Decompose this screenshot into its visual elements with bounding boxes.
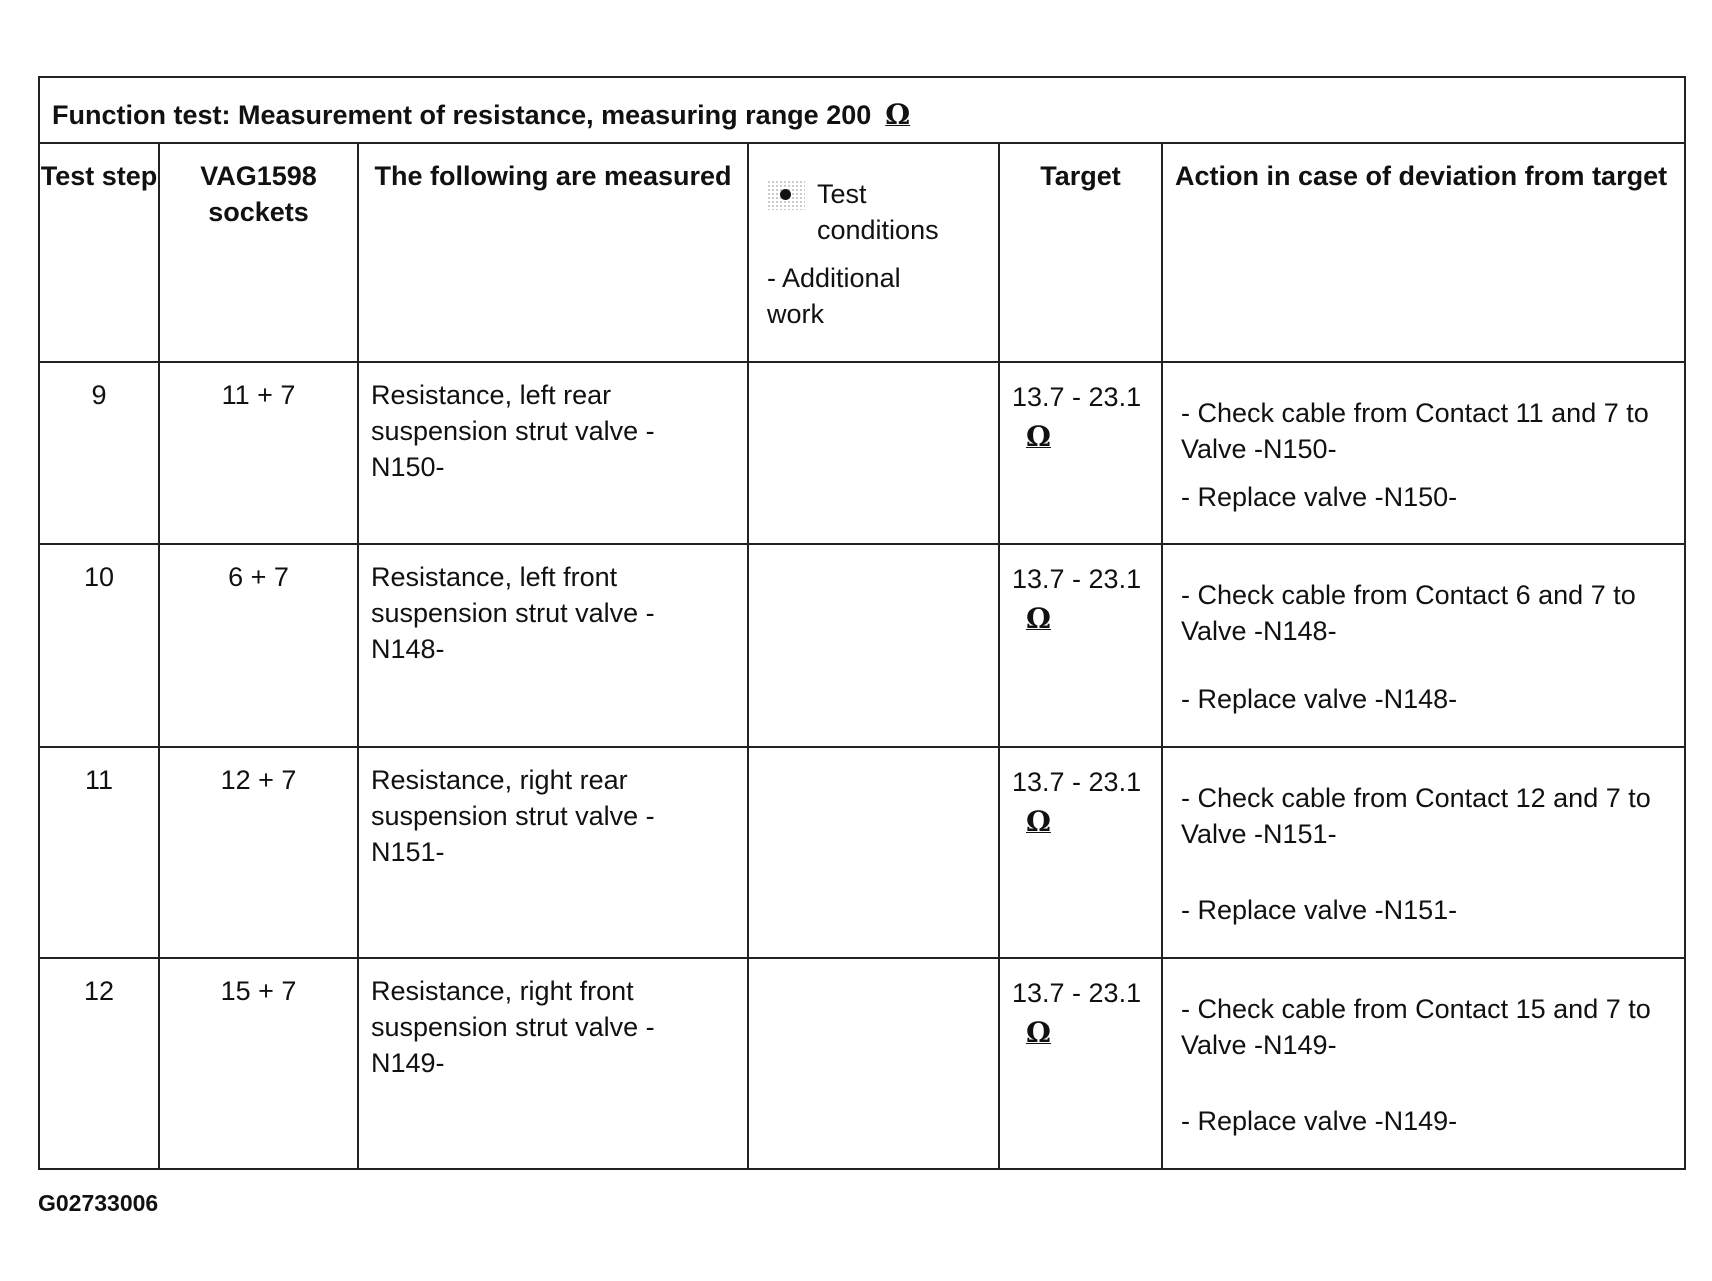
- cell-action: [1162, 362, 1685, 544]
- table-row: [39, 544, 1685, 747]
- cell-target: [999, 958, 1162, 1169]
- cell-action: [1162, 958, 1685, 1169]
- measured-text: Resistance, right front suspension strut valve - N149-: [371, 976, 655, 1078]
- cell-sockets: 11 + 7: [159, 362, 358, 544]
- cell-conditions: [748, 544, 999, 747]
- header-conditions-cell: [748, 143, 999, 362]
- cell-conditions: [748, 362, 999, 544]
- function-test-table: [38, 76, 1686, 1170]
- table-row: [39, 958, 1685, 1169]
- action-replace: - Replace valve -N151-: [1181, 895, 1458, 925]
- cell-step: 12: [39, 958, 159, 1169]
- header-additional-work: - Additional work: [767, 263, 901, 329]
- bullet-icon: [767, 180, 805, 210]
- target-value: 13.7 - 23.1: [1012, 767, 1142, 797]
- action-check: - Check cable from Contact 12 and 7 to Valve -N151-: [1181, 783, 1651, 849]
- action-check: - Check cable from Contact 6 and 7 to Valve -N148-: [1181, 580, 1636, 646]
- cell-step: 11: [39, 747, 159, 958]
- cell-conditions: [748, 747, 999, 958]
- measured-text: Resistance, left front suspension strut valve - N148-: [371, 562, 655, 664]
- cell-sockets: 12 + 7: [159, 747, 358, 958]
- action-replace: - Replace valve -N150-: [1181, 482, 1458, 512]
- table-row: [39, 362, 1685, 544]
- target-value: 13.7 - 23.1: [1012, 978, 1142, 1008]
- figure-id: G02733006: [38, 1190, 159, 1216]
- cell-conditions: [748, 958, 999, 1169]
- cell-measured: [358, 362, 748, 544]
- measured-text: Resistance, left rear suspension strut valve - N150-: [371, 380, 655, 482]
- table-title: [39, 77, 1685, 143]
- ohm-icon: Ω: [1026, 805, 1051, 838]
- ohm-icon: Ω: [1026, 1016, 1051, 1049]
- header-conditions: Test conditions: [817, 179, 939, 245]
- ohm-icon: Ω: [885, 98, 911, 131]
- target-value: 13.7 - 23.1: [1012, 382, 1142, 412]
- measured-text: Resistance, right rear suspension strut valve - N151-: [371, 765, 655, 867]
- ohm-icon: Ω: [1026, 420, 1051, 453]
- cell-target: [999, 544, 1162, 747]
- ohm-icon: Ω: [1026, 602, 1051, 635]
- action-check: - Check cable from Contact 15 and 7 to Valve -N149-: [1181, 994, 1651, 1060]
- cell-action: [1162, 544, 1685, 747]
- cell-target: [999, 362, 1162, 544]
- cell-measured: [358, 747, 748, 958]
- header-measured: The following are measured: [358, 143, 748, 362]
- action-replace: - Replace valve -N149-: [1181, 1106, 1458, 1136]
- cell-measured: [358, 958, 748, 1169]
- action-replace: - Replace valve -N148-: [1181, 684, 1458, 714]
- cell-sockets: 15 + 7: [159, 958, 358, 1169]
- header-sockets: VAG1598 sockets: [159, 143, 358, 362]
- cell-target: [999, 747, 1162, 958]
- table-row: [39, 747, 1685, 958]
- cell-sockets: 6 + 7: [159, 544, 358, 747]
- header-action: Action in case of deviation from target: [1162, 143, 1685, 362]
- header-test-step: Test step: [39, 143, 159, 362]
- table-title-text: Function test: Measurement of resistance, measuring range 200: [52, 100, 872, 130]
- cell-step: 10: [39, 544, 159, 747]
- action-check: - Check cable from Contact 11 and 7 to Valve -N150-: [1181, 398, 1649, 464]
- target-value: 13.7 - 23.1: [1012, 564, 1142, 594]
- header-target: Target: [999, 143, 1162, 362]
- cell-measured: [358, 544, 748, 747]
- cell-step: 9: [39, 362, 159, 544]
- header-row: [39, 143, 1685, 362]
- cell-action: [1162, 747, 1685, 958]
